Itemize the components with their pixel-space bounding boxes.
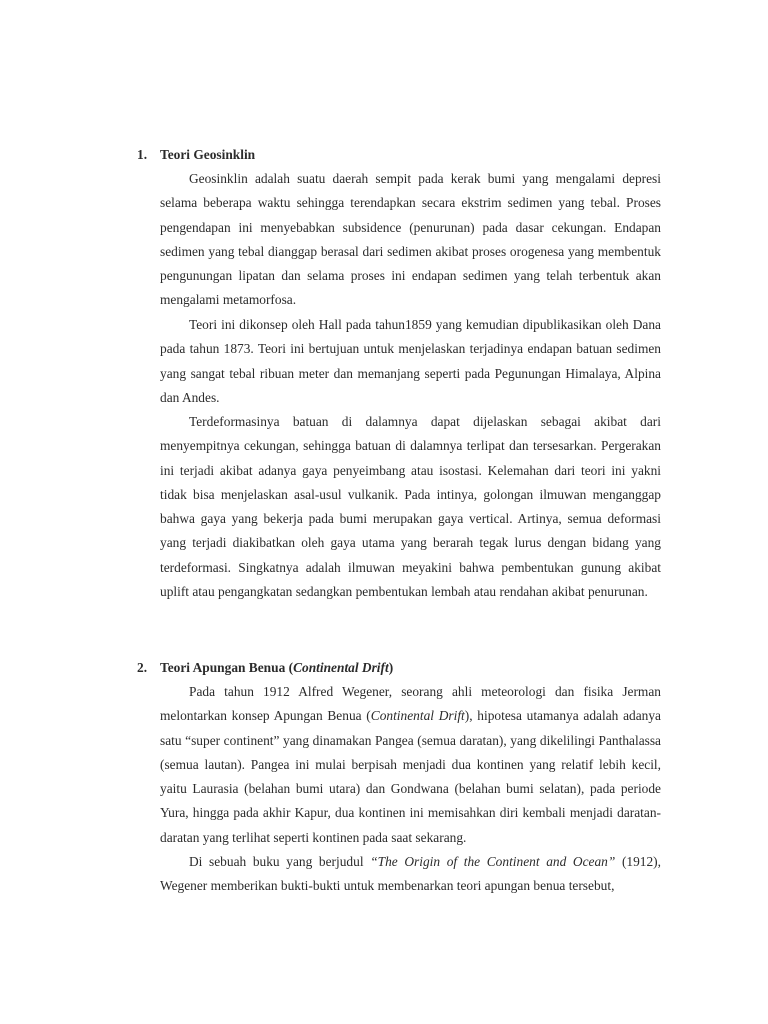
section-2-title-italic: Continental Drift [293,660,389,675]
section-1-number: 1. [137,147,148,162]
section-1-paragraph-3: Terdeformasinya batuan di dalamnya dapat dijelaskan sebagai akibat dari menyempitnya cekungan, sehingga batuan di dalamnya terlipat dan tersesarkan. Pergerakan ini terjadi akibat adanya gaya penyeimbang atau isostasi. Kelemahan dari teori ini yakni tidak bisa menjelaskan asal-usul vulkanik. Pada intinya, golongan ilmuwan menganggap bahwa gaya yang bekerja pada bumi merupakan gaya vertical. Artinya, semua deformasi yang terjadi diakibatkan oleh gaya utama yang berarah tegak lurus dengan bidang yang terdeformasi. Singkatnya adalah ilmuwan meyakini bahwa pembentukan gunung akibat uplift atau pengangkatan sedangkan pembentukan lembah atau rendahan akibat penurunan. [160,414,661,600]
section-1-heading [137,147,255,163]
section-1-title: Teori Geosinklin [160,147,256,162]
section-2-title: Teori Apungan Benua ( [160,660,294,675]
section-2-paragraph-2-part-a: Di sebuah buku yang berjudul [189,854,371,869]
section-2-number: 2. [137,660,148,675]
section-2-paragraph-2 [160,850,661,899]
section-1-paragraph-1: Geosinklin adalah suatu daerah sempit pada kerak bumi yang mengalami depresi selama beberapa waktu sehingga terendapkan secara ekstrim sedimen yang tebal. Proses pengendapan ini menyebabkan subsidence (penurunan) pada dasar cekungan. Endapan sedimen yang tebal dianggap berasal dari sedimen akibat proses orogenesa yang membentuk pengunungan lipatan dan selama proses ini endapan sedimen yang telah terbentuk akan mengalami metamorfosa. [160,171,661,308]
section-1-paragraph-2: Teori ini dikonsep oleh Hall pada tahun1859 yang kemudian dipublikasikan oleh Dana pada tahun 1873. Teori ini bertujuan untuk menjelaskan terjadinya endapan batuan sedimen yang sangat tebal ribuan meter dan memanjang seperti pada Pegunungan Himalaya, Alpina dan Andes. [160,317,661,405]
section-2-title-end: ) [388,660,394,675]
section-2-paragraph-1 [160,680,661,850]
section-2-paragraph-1-part-a: Pada tahun 1912 Alfred Wegener, seorang ahli meteorologi dan fisika Jerman melontarkan konsep Apungan Benua ( [160,684,661,724]
section-2-heading [137,660,393,676]
section-2-paragraph-1-italic: Continental Drift [370,708,465,724]
section-2-paragraph-1-part-b: ), hipotesa utamanya adalah adanya satu “super continent” yang dinamakan Pangea (semua daratan), yang dikelilingi Panthalassa (semua lautan). Pangea ini mulai berpisah menjadi dua kontinen yang relatif lebih kecil, yaitu Laurasia (belahan bumi utara) dan Gondwana (belahan bumi selatan), pada periode Yura, hingga pada akhir Kapur, dua kontinen ini memisahkan diri kembali menjadi daratan-daratan yang terlihat seperti kontinen pada saat sekarang. [160,708,661,845]
section-2-paragraph-2-part-b: (1912), Wegener memberikan bukti-bukti untuk membenarkan teori apungan benua tersebut, [160,854,661,894]
section-2-paragraph-2-book-title: “The Origin of the Continent and Ocean” [370,854,616,869]
